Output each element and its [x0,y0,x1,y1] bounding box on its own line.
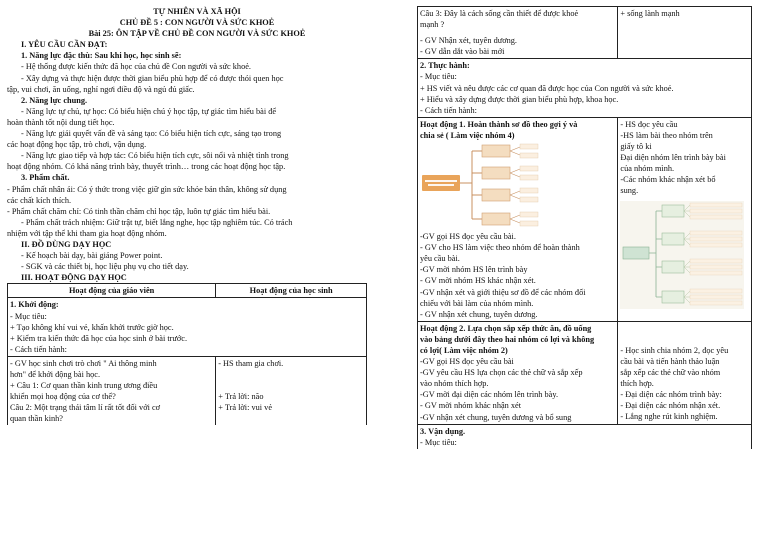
concept-map-green [620,201,744,309]
text-line: + Tạo không khí vui vẻ, khấn khởi trước giờ học. [10,322,174,332]
subject-title: TỰ NHIÊN VÀ XÃ HỘI [153,7,241,16]
text-line: Câu 2: Một trạng thái tâm lí rất tốt đối với cơ [10,403,161,413]
text-line: -GV nhận xét và giới thiệu sơ đồ để các nhóm đối [420,287,586,297]
text-line: thích hợp. [620,379,654,389]
text-line: - Phẩm chất trách nhiệm: Giữ trật tự, biết lắng nghe, học tập nghiêm túc. Có trách [21,217,293,227]
activity-heading: có lợi( Làm việc nhóm 2) [420,345,508,355]
text-line: - HS đọc yêu cầu [620,119,678,129]
activity-title: 2. Thực hành: [420,61,470,71]
text-line: hơn" để khởi động bài học. [10,370,101,379]
text-line: cầu bài và tiến hành thảo luận [620,356,720,366]
text-line: - GV Nhận xét, tuyên dương. [420,36,517,46]
text-line: sắp xếp các thẻ chữ vào nhóm [620,367,721,377]
chapter-title: CHỦ ĐỀ 5 : CON NGƯỜI VÀ SỨC KHOẺ [119,18,275,28]
text-line: sung. [620,186,639,196]
text-line: + HS viết và nêu được các cơ quan đã được học của Con người và sức khoẻ. [420,83,674,93]
text-line: -GV gọi HS đọc yêu cầu bài [420,357,514,367]
text-line: - GV mời nhóm HS khác nhận xét. [420,276,536,286]
table-cell-teacher [418,321,618,424]
text-line: + Trả lời: não [218,392,264,401]
text-line: - Hệ thống được kiến thức đã học của chủ đề Con người và sức khoẻ. [21,62,251,72]
text-line: yêu cầu bài. [420,254,460,264]
text-line: -GV mời đại diện các nhóm lên trình bày. [420,390,559,400]
text-line: - HS tham gia chơi. [218,358,284,368]
page-right [381,0,762,537]
lesson-table-continued [417,6,752,449]
text-line: -GV nhận xét chung, tuyên dương và bổ sung [420,412,572,422]
lesson-table [7,283,367,425]
text-line: -GV yêu cầu HS lựa chọn các thẻ chữ và sắp xếp [420,368,583,378]
text-line: giấy tô ki [620,142,652,152]
text-line: - Kế hoạch bài dạy, bài giảng Power point. [21,251,163,261]
text-line: - GV học sinh chơi trò chơi " Ai thông minh [10,358,157,368]
text-line: - Mục tiêu: [10,311,47,321]
text-line: chiếu với bài làm của nhóm mình. [420,298,534,308]
text-line: của nhóm mình. [620,164,675,174]
concept-map-orange [420,143,540,227]
table-cell-teacher [418,117,618,321]
text-line: - Cách tiến hành: [10,344,67,354]
table-cell-student [216,356,367,425]
text-line: nhiệm với tập thể khi tham gia hoạt động nhóm. [7,228,167,238]
table-cell-student [618,117,752,321]
activity-heading: chia sẻ ( Làm việc nhóm 4) [420,130,515,140]
sub-heading: 3. Phẩm chất. [21,173,70,183]
section-heading: III. HOẠT ĐỘNG DẠY HỌC [21,273,127,283]
text-line: - GV mời nhóm khác nhận xét [420,401,522,411]
text-line: + sống lành mạnh [620,9,680,18]
table-cell-teacher [8,356,216,425]
section-heading: I. YÊU CẦU CẦN ĐẠT: [21,40,108,50]
text-line: - Mục tiêu: [420,72,457,82]
text-line: - Đại diện các nhóm nhận xét. [620,401,721,411]
lesson-title: Bài 25: ÔN TẬP VỀ CHỦ ĐỀ CON NGƯỜI VÀ SỨC KHOẺ [88,29,306,39]
text-line: Đại diện nhóm lên trình bày bài [620,153,726,163]
text-line: - Xây dựng và thực hiện được thời gian biểu phù hợp để có được thói quen học [21,73,284,83]
text-line: các chất kích thích. [7,195,72,205]
table-header-teacher: Hoạt động của giáo viên [8,284,216,298]
activity-title: 3. Vận dụng. [420,426,466,436]
diagram-image [420,143,615,229]
text-line: - Phẩm chất nhân ái: Có ý thức trong việc giữ gìn sức khỏe bản thân, không sử dụng [7,184,287,194]
text-line: - Học sinh chia nhóm 2, đọc yêu [620,345,729,355]
activity-title: 1. Khởi động: [10,300,59,310]
text-line: Câu 3: Đây là cách sống cần thiết để được khoẻ [420,9,579,18]
text-line: khiển mọi hoạ động của cơ thể? [10,392,116,402]
section-heading: II. ĐỒ DÙNG DẠY HỌC [21,239,112,249]
text-line: -GV mời nhóm HS lên trình bày [420,265,528,275]
text-line: quan thần kinh? [10,414,63,424]
text-line: -HS làm bài theo nhóm trên [620,130,713,140]
text-line: tập, vui chơi, ăn uống, nghỉ ngơi điều độ và ngủ đủ giấc. [7,84,195,94]
text-line: - SGK và các thiết bị, học liệu phụ vụ cho tiết dạy. [21,262,189,272]
text-line: - Phẩm chất chăm chỉ: Có tinh thần chăm chỉ học tập, luôn tự giác tìm hiểu bài. [7,206,271,216]
sub-heading: 2. Năng lực chung. [21,95,88,105]
text-line: + Trả lời: vui vẻ [218,403,273,413]
table-cell-student [618,7,752,59]
text-line: - GV cho HS làm việc theo nhóm để hoàn thành [420,243,580,253]
table-row [418,424,752,449]
text-line: + Hiểu và xây dựng được thời gian biểu phù hợp, khoa học. [420,94,619,104]
text-line: -GV gọi HS đọc yêu cầu bài. [420,232,516,242]
activity-heading: Hoạt động 1. Hoàn thành sơ đồ theo gợi ý và [420,119,578,129]
text-line: vào nhóm thích hợp. [420,379,489,389]
activity-heading: Hoạt động 2. Lựa chọn sắp xếp thức ăn, đồ uống [420,323,592,333]
text-line: - Đại diện các nhóm trình bày: [620,390,722,400]
activity-heading: vào bảng dưới đây theo hai nhóm có lợi và không [420,334,595,344]
text-line: - Mục tiêu: [420,437,457,447]
text-line: - Năng lực tự chủ, tự học: Có biểu hiện chú ý học tập, tự giác tìm hiểu bài để [21,106,277,116]
text-line: - Năng lực giao tiếp và hợp tác: Có biểu hiện tích cực, sôi nổi và nhiệt tình trong [21,151,289,161]
text-line: - Lắng nghe rút kinh nghiệm. [620,412,718,422]
text-line: hoàn thành tốt nội dung tiết học. [7,117,115,127]
diagram-image [620,201,749,312]
table-row [418,59,752,117]
text-line: + Kiểm tra kiến thức đã học của học sinh ở bài trước. [10,333,188,343]
text-line: -Các nhóm khác nhận xét bổ [620,175,716,185]
sub-heading: 1. Năng lực đặc thù: Sau khi học, học sinh sẽ: [21,51,182,61]
text-line: - GV nhận xét chung, tuyên dương. [420,309,538,319]
text-line: hoạt động nhóm. Có khả năng trình bày, thuyết trình… trong các hoạt động học tập. [7,162,286,172]
text-line: - GV dẫn dắt vào bài mới [420,47,505,57]
text-line: - Cách tiến hành: [420,105,477,115]
table-header-student: Hoạt động của học sinh [216,284,367,298]
table-cell-teacher [418,7,618,59]
text-line: - Năng lực giải quyết vấn đề và sáng tạo: Có biểu hiện tích cực, sáng tạo trong [21,129,282,139]
text-line: + Câu 1: Cơ quan thần kinh trung ương điều [10,381,158,391]
table-cell-student [618,321,752,424]
text-line: mạnh ? [420,20,445,30]
text-line: các hoạt động học tập, trò chơi, vận dụng. [7,140,147,150]
table-row [8,298,367,356]
